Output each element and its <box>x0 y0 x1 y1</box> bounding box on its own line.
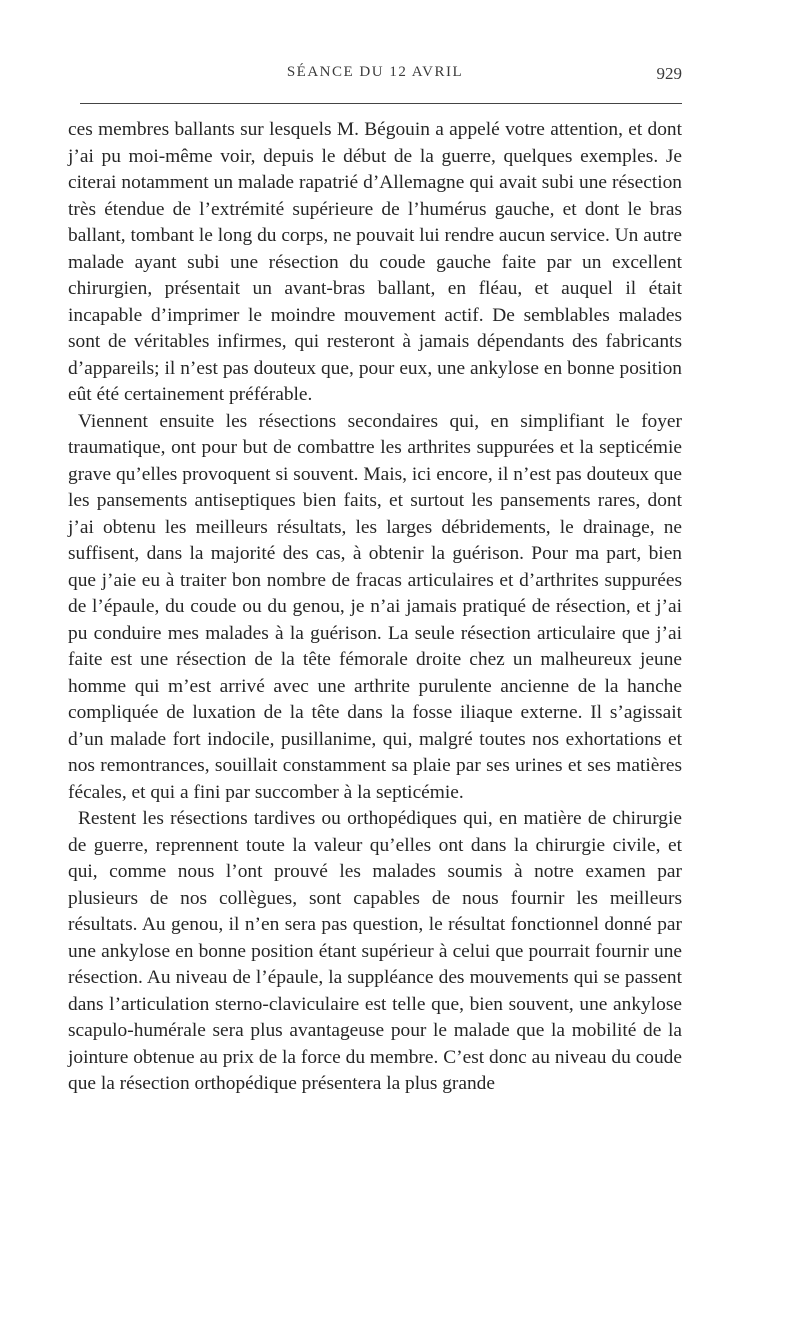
paragraph-secondary-resections: Viennent ensuite les résections secondaires qui, en simplifiant le foyer traumatique, ont pour but de combattre les arthrites suppurées et la septicémie grave qu’elles provoquent si souvent. Mais, ici encore, il n’est pas douteux que les pansements antiseptiques bien faits, et surtout les pansements rares, dont j’ai obtenu les meilleurs résultats, les larges débridements, le drainage, ne suffisent, dans la majorité des cas, à obtenir la guérison. Pour ma part, bien que j’aie eu à traiter bon nombre de fracas articulaires et d’arthrites suppurées de l’épaule, du coude ou du genou, je n’ai jamais pratiqué de résection, et j’ai pu conduire mes malades à la guérison. La seule résection articulaire que j’ai faite est une résection de la tête fémorale droite chez un malheureux jeune homme qui m’est arrivé avec une arthrite purulente ancienne de la hanche compliquée de luxation de la tête dans la fosse iliaque externe. Il s’agissait d’un malade fort indocile, pusillanime, qui, malgré toutes nos exhortations et nos remontrances, souillait constamment sa plaie par ses urines et ses matières fécales, et qui a fini par succomber à la septicémie. <box>68 410 682 803</box>
paragraph-continuation: ces membres ballants sur lesquels M. Bégouin a appelé votre attention, et dont j’ai pu moi-même voir, depuis le début de la guerre, quelques exemples. Je citerai notamment un malade rapatrié d’Allemagne qui avait subi une résection très étendue de l’extrémité supérieure de l’humérus gauche, et dont le bras ballant, tombant le long du corps, ne pouvait lui rendre aucun service. Un autre malade ayant subi une résection du coude gauche faite par un excellent chirurgien, présentait un avant-bras ballant, en fléau, et auquel il était incapable d’imprimer le moindre mouvement actif. De semblables malades sont de véritables infirmes, qui resteront à jamais dépendants des fabricants d’appareils; il n’est pas douteux que, pour eux, une ankylose en bonne position eût été certainement préférable. <box>68 119 682 405</box>
paragraph-late-resections: Restent les résections tardives ou orthopédiques qui, en matière de chirurgie de guerre, reprennent toute la valeur qu’elles ont dans la chirurgie civile, et qui, comme nous l’ont prouvé les malades soumis à notre examen par plusieurs de nos collègues, sont capables de nous fournir les meilleurs résultats. Au genou, il n’en sera pas question, le résultat fonctionnel donné par une ankylose en bonne position étant supérieur à celui que pourrait fournir une résection. Au niveau de l’épaule, la suppléance des mouvements qui se passent dans l’articulation sterno-claviculaire est telle que, bien souvent, une ankylose scapulo-humérale sera plus avantageuse pour le malade que la mobilité de la jointure obtenue au prix de la force du membre. C’est donc au niveau du coude que la résection orthopédique présentera la plus grande <box>68 808 682 1094</box>
header-rule <box>80 103 682 104</box>
running-header <box>68 64 682 88</box>
body-text <box>68 117 682 1098</box>
page-number: 929 <box>656 64 682 83</box>
running-header-title: SÉANCE DU 12 AVRIL <box>286 64 464 80</box>
